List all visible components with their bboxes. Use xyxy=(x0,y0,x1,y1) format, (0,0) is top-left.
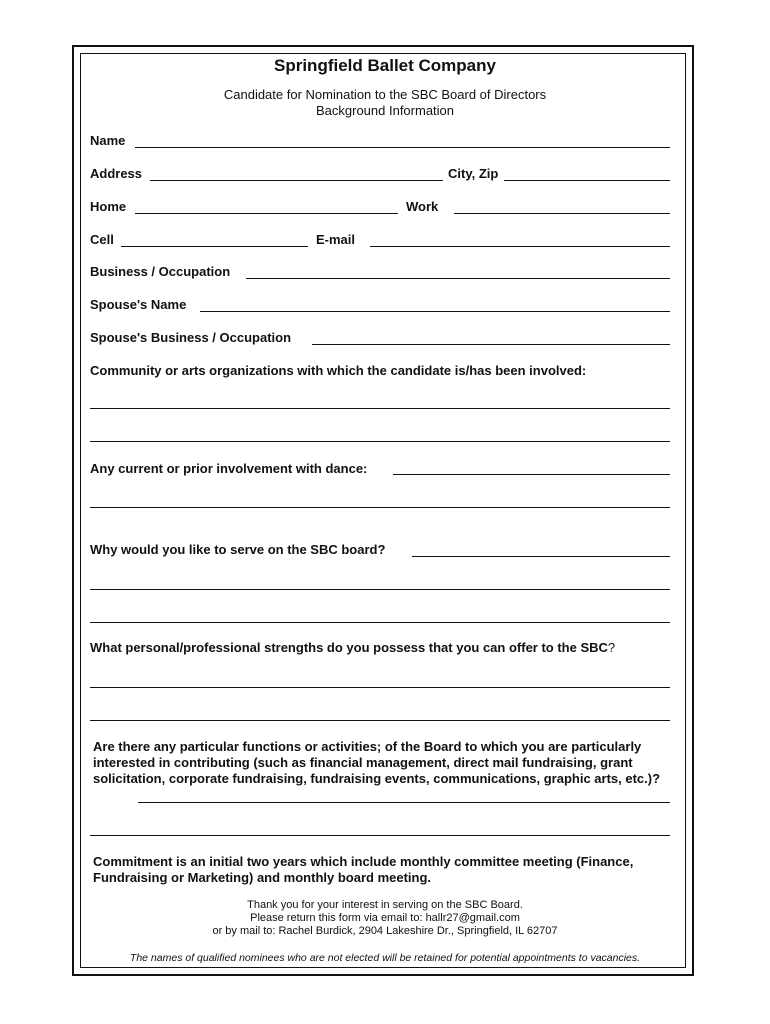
why-serve-answer-line[interactable] xyxy=(90,589,670,590)
return-mail-note: or by mail to: Rachel Burdick, 2904 Lakeshire Dr., Springfield, IL 62707 xyxy=(212,925,558,937)
why-serve-question: Why would you like to serve on the SBC board? xyxy=(90,542,386,557)
city-zip-field[interactable] xyxy=(504,180,670,181)
strengths-answer-line[interactable] xyxy=(90,687,670,688)
work-label: Work xyxy=(406,199,439,214)
community-question: Community or arts organizations with which the candidate is/has been involved: xyxy=(90,363,587,378)
strengths-question xyxy=(90,640,615,655)
functions-answer-line[interactable] xyxy=(138,802,670,803)
name-label: Name xyxy=(90,133,126,148)
commitment-note: Commitment is an initial two years which include monthly committee meeting (Finance, Fundraising or Marketing) and monthly board meeting. xyxy=(93,854,634,885)
spouse-business-label: Spouse's Business / Occupation xyxy=(90,330,292,345)
disclaimer-note: The names of qualified nominees who are not elected will be retained for potential appointments to vacancies. xyxy=(129,952,641,964)
work-phone-field[interactable] xyxy=(454,213,670,214)
community-answer-line[interactable] xyxy=(90,408,670,409)
form-title: Springfield Ballet Company xyxy=(274,56,496,75)
name-field[interactable] xyxy=(135,147,670,148)
functions-answer-line[interactable] xyxy=(90,835,670,836)
spouse-name-label: Spouse's Name xyxy=(90,297,187,312)
email-label: E-mail xyxy=(316,232,356,247)
return-email-note: Please return this form via email to: hallr27@gmail.com xyxy=(250,912,520,924)
city-zip-label: City, Zip xyxy=(448,166,499,181)
functions-question: Are there any particular functions or activities; of the Board to which you are particularly interested in contributing (such as financial management, direct mail fundraising, grant solicitation, corporate fundraising, fundraising events, communications, graphic arts, etc.)? xyxy=(93,739,661,786)
strengths-answer-line[interactable] xyxy=(90,720,670,721)
spouse-name-field[interactable] xyxy=(200,311,670,312)
home-phone-field[interactable] xyxy=(135,213,398,214)
cell-label: Cell xyxy=(90,232,114,247)
dance-question: Any current or prior involvement with dance: xyxy=(90,461,368,476)
dance-answer-line[interactable] xyxy=(90,507,670,508)
business-label: Business / Occupation xyxy=(90,264,231,279)
why-serve-answer-line[interactable] xyxy=(412,556,670,557)
form-subtitle-2: Background Information xyxy=(315,103,455,118)
address-label: Address xyxy=(90,166,143,181)
why-serve-answer-line[interactable] xyxy=(90,622,670,623)
address-field[interactable] xyxy=(150,180,443,181)
thanks-note: Thank you for your interest in serving on the SBC Board. xyxy=(247,899,523,911)
home-label: Home xyxy=(90,199,127,214)
strengths-question-text: What personal/professional strengths do you possess that you can offer to the SBC xyxy=(90,640,608,655)
business-field[interactable] xyxy=(246,278,670,279)
form-border xyxy=(72,45,694,976)
cell-field[interactable] xyxy=(121,246,308,247)
email-field[interactable] xyxy=(370,246,670,247)
dance-answer-line[interactable] xyxy=(393,474,670,475)
form-subtitle: Candidate for Nomination to the SBC Board of Directors xyxy=(223,87,547,102)
form-inner-border xyxy=(80,53,686,968)
strengths-question-mark: ? xyxy=(607,640,616,655)
spouse-business-field[interactable] xyxy=(312,344,670,345)
community-answer-line[interactable] xyxy=(90,441,670,442)
